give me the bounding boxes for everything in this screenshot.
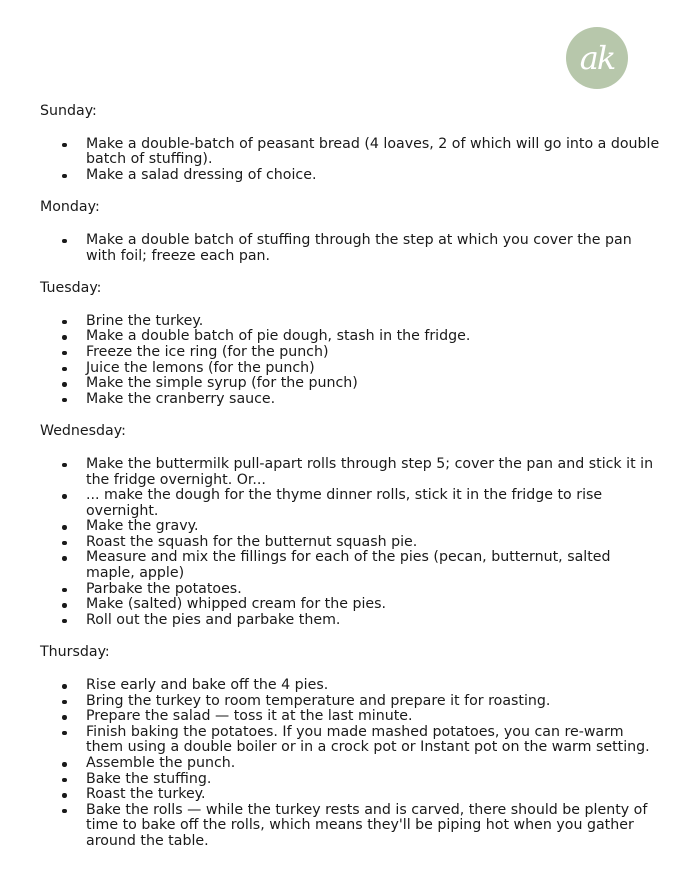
task-item: Brine the turkey. [86,314,660,330]
day-heading: Monday: [40,199,100,216]
day-heading: Tuesday: [40,280,102,297]
task-item: Roast the squash for the butternut squash pie. [86,535,660,551]
task-item: Measure and mix the fillings for each of the pies (pecan, butternut, salted maple, apple) [86,550,660,581]
task-item: Prepare the salad — toss it at the last minute. [86,709,660,725]
task-item: Make the simple syrup (for the punch) [86,376,660,392]
task-item: Finish baking the potatoes. If you made mashed potatoes, you can re-warm them using a double boiler or in a crock pot or Instant pot on the warm setting. [86,725,660,756]
day-heading: Wednesday: [40,423,126,440]
task-item: Make a double-batch of peasant bread (4 loaves, 2 of which will go into a double batch of stuffing). [86,135,660,168]
task-item: Assemble the punch. [86,756,660,772]
task-item: Make a salad dressing of choice. [86,168,660,184]
task-item: Parbake the potatoes. [86,582,660,598]
task-list [40,678,660,850]
task-list [40,314,660,408]
task-item: Make the gravy. [86,519,660,535]
day-heading: Sunday: [40,103,97,119]
task-item: Roast the turkey. [86,787,660,803]
task-item: Bake the stuffing. [86,772,660,788]
schedule-document [40,104,660,867]
logo-text: ak [579,39,615,77]
task-item: Juice the lemons (for the punch) [86,361,660,377]
task-item: Bake the rolls — while the turkey rests and is carved, there should be plenty of time to bake off the rolls, which means they'll be piping hot when you gather around the table. [86,803,660,850]
day-heading: Thursday: [40,644,110,661]
task-item: ... make the dough for the thyme dinner rolls, stick it in the fridge to rise overnight. [86,488,660,519]
task-item: Make the buttermilk pull-apart rolls through step 5; cover the pan and stick it in the fridge overnight. Or... [86,457,660,488]
task-item: Make a double batch of stuffing through the step at which you cover the pan with foil; freeze each pan. [86,233,660,264]
task-list [40,457,660,629]
task-list [40,137,660,184]
task-item: Roll out the pies and parbake them. [86,613,660,629]
task-item: Make a double batch of pie dough, stash in the fridge. [86,329,660,345]
task-item: Make (salted) whipped cream for the pies. [86,597,660,613]
task-item: Freeze the ice ring (for the punch) [86,345,660,361]
task-item: Make the cranberry sauce. [86,392,660,408]
task-item: Bring the turkey to room temperature and prepare it for roasting. [86,694,660,710]
task-item: Rise early and bake off the 4 pies. [86,678,660,694]
task-list [40,233,660,264]
logo-icon [566,27,628,89]
